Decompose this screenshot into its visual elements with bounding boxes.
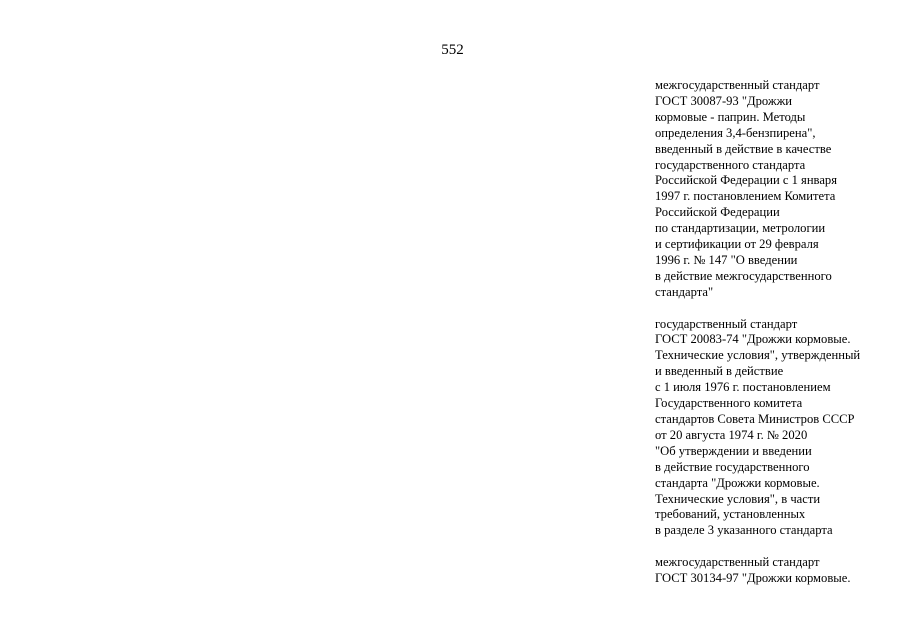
text-line: и введенный в действие xyxy=(655,364,784,379)
text-line: Технические условия", утвержденный xyxy=(655,348,861,363)
text-line: Российской Федерации xyxy=(655,205,780,220)
text-line: 1996 г. № 147 "О введении xyxy=(655,252,798,267)
text-line: стандартов Совета Министров СССР xyxy=(655,412,855,427)
standard-entry-2 xyxy=(655,317,900,540)
text-line: от 20 августа 1974 г. № 2020 xyxy=(655,427,808,442)
text-line: введенный в действие в качестве xyxy=(655,141,832,156)
text-line: государственного стандарта xyxy=(655,157,806,172)
text-line: Российской Федерации с 1 января xyxy=(655,173,838,188)
text-line: по стандартизации, метрологии xyxy=(655,221,826,236)
text-line: ГОСТ 30134-97 "Дрожжи кормовые. xyxy=(655,571,851,586)
text-line: определения 3,4-бензпирена", xyxy=(655,125,816,140)
text-line: и сертификации от 29 февраля xyxy=(655,237,819,252)
text-line: Государственного комитета xyxy=(655,396,803,411)
text-line: кормовые - паприн. Методы xyxy=(655,109,806,124)
text-line: межгосударственный стандарт xyxy=(655,555,820,570)
text-line: Технические условия", в части xyxy=(655,491,821,506)
text-line: ГОСТ 30087-93 "Дрожжи xyxy=(655,93,793,108)
standard-entry-3 xyxy=(655,555,900,587)
text-line: с 1 июля 1976 г. постановлением xyxy=(655,380,831,395)
text-line: ГОСТ 20083-74 "Дрожжи кормовые. xyxy=(655,332,851,347)
standard-entry-1 xyxy=(655,78,900,301)
text-line: стандарта "Дрожжи кормовые. xyxy=(655,475,820,490)
text-line: "Об утверждении и введении xyxy=(655,443,812,458)
text-line: в действие государственного xyxy=(655,459,810,474)
text-line: требований, установленных xyxy=(655,507,806,522)
text-line: 1997 г. постановлением Комитета xyxy=(655,189,836,204)
page-number: 552 xyxy=(441,42,464,58)
text-line: в действие межгосударственного xyxy=(655,268,832,283)
text-line: стандарта" xyxy=(655,284,714,299)
text-line: межгосударственный стандарт xyxy=(655,78,820,92)
document-text-column xyxy=(655,78,900,603)
text-line: в разделе 3 указанного стандарта xyxy=(655,523,833,538)
text-line: государственный стандарт xyxy=(655,316,798,331)
